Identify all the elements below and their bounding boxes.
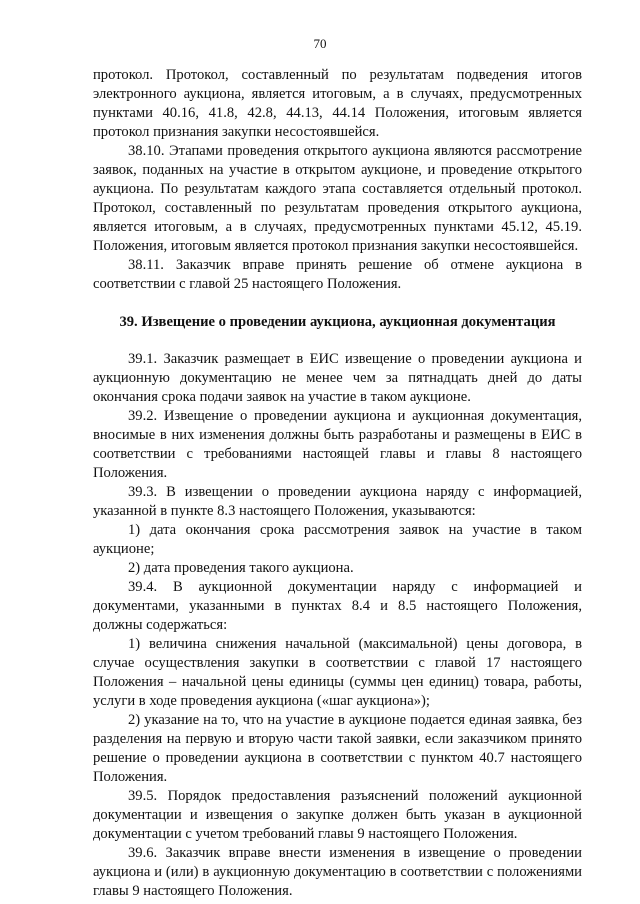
paragraph-39-5: 39.5. Порядок предоставления разъяснений положений аукционной документации и извещения о закупке должен быть указан в аукционной документации с учетом требований главы 9 настоящего Положения. [93, 788, 582, 842]
document-body [93, 66, 582, 901]
list-item-39-3-2: 2) дата проведения такого аукциона. [128, 560, 354, 576]
paragraph-39-3: 39.3. В извещении о проведении аукциона наряду с информацией, указанной в пункте 8.3 настоящего Положения, указываются: [93, 484, 582, 519]
list-item-39-4-1: 1) величина снижения начальной (максимальной) цены договора, в случае осуществления закупки в соответствии с главой 17 настоящего Положения – начальной цены единицы (суммы цен единиц) товара, работы, услуги в ходе проведения аукциона («шаг аукциона»); [93, 636, 582, 709]
paragraph-39-2: 39.2. Извещение о проведении аукциона и аукционная документация, вносимые в них изменения должны быть разработаны и размещены в ЕИС в соответствии с требованиями настоящей главы и главы 8 настоящего Положения. [93, 408, 582, 481]
paragraph-39-6: 39.6. Заказчик вправе внести изменения в извещение о проведении аукциона и (или) в аукционную документацию в соответствии с положениями главы 9 настоящего Положения. [93, 845, 582, 899]
paragraph-38-11: 38.11. Заказчик вправе принять решение об отмене аукциона в соответствии с главой 25 настоящего Положения. [93, 257, 582, 292]
section-heading: 39. Извещение о проведении аукциона, аукционная документация [119, 314, 556, 330]
paragraph-39-4: 39.4. В аукционной документации наряду с информацией и документами, указанными в пунктах 8.4 и 8.5 настоящего Положения, должны содержаться: [93, 579, 582, 633]
paragraph-continuation: протокол. Протокол, составленный по результатам подведения итогов электронного аукциона, является итоговым, а в случаях, предусмотренных пунктами 40.16, 41.8, 42.8, 44.13, 44.14 Положения, итоговым является протокол признания закупки несостоявшейся. [93, 67, 582, 140]
list-item-39-3-1: 1) дата окончания срока рассмотрения заявок на участие в таком аукционе; [93, 522, 582, 557]
list-item-39-4-2: 2) указание на то, что на участие в аукционе подается единая заявка, без разделения на первую и вторую части такой заявки, если заказчиком принято решение о проведении аукциона в соответствии с пунктом 40.7 настоящего Положения. [93, 712, 582, 785]
paragraph-38-10: 38.10. Этапами проведения открытого аукциона являются рассмотрение заявок, поданных на участие в открытом аукционе, и проведение открытого аукциона. По результатам каждого этапа составляется отдельный протокол. Протокол, составленный по результатам проведения открытого аукциона, является итоговым, а в случаях, предусмотренных пунктами 45.12, 45.19. Положения, итоговым является протокол признания закупки несостоявшейся. [93, 143, 582, 254]
page-number: 70 [313, 36, 327, 51]
paragraph-39-1: 39.1. Заказчик размещает в ЕИС извещение о проведении аукциона и аукционную документацию не менее чем за пятнадцать дней до даты окончания срока подачи заявок на участие в таком аукционе. [93, 351, 582, 405]
